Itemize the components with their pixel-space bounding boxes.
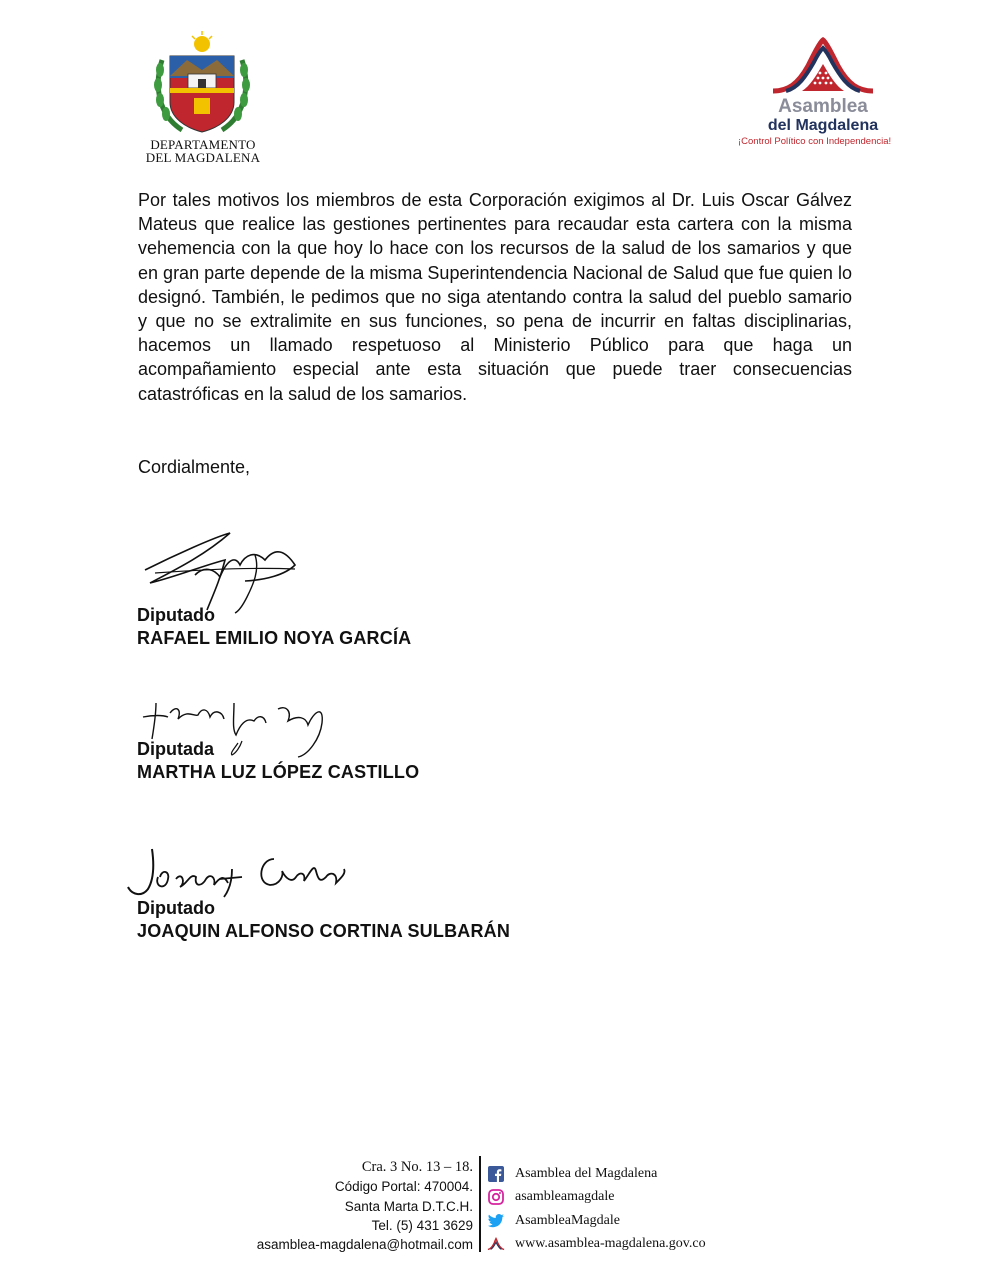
asamblea-slogan: ¡Control Político con Independencia!: [738, 136, 892, 147]
footer-divider: [479, 1156, 481, 1252]
footer-contact-info: [230, 1158, 473, 1254]
footer-email: asamblea-magdalena@hotmail.com: [256, 1237, 473, 1253]
signatory-name: MARTHA LUZ LÓPEZ CASTILLO: [137, 762, 420, 782]
signature-block-3: [137, 897, 510, 943]
department-crest-logo: [138, 30, 268, 166]
signature-block-2: [137, 738, 419, 784]
instagram-label: asambleamagdale: [515, 1189, 615, 1205]
crest-label-line2: DEL MAGDALENA: [145, 150, 261, 165]
signatory-name: RAFAEL EMILIO NOYA GARCÍA: [137, 628, 412, 648]
social-instagram: [487, 1186, 706, 1210]
asamblea-name-line1: Asamblea: [778, 96, 868, 117]
social-website: [487, 1233, 706, 1257]
footer-phone: Tel. (5) 431 3629: [371, 1217, 473, 1233]
signature-block-1: [137, 604, 411, 650]
footer-city: Santa Marta D.T.C.H.: [344, 1198, 473, 1214]
closing-salutation: Cordialmente,: [138, 457, 251, 477]
instagram-icon: [487, 1188, 505, 1206]
facebook-label: Asamblea del Magdalena: [515, 1165, 658, 1181]
website-label: www.asamblea-magdalena.gov.co: [515, 1236, 706, 1252]
footer-postal-code: Código Portal: 470004.: [334, 1179, 473, 1195]
footer-address: Cra. 3 No. 13 – 18.: [361, 1159, 473, 1175]
signatory-role: Diputado: [137, 605, 215, 625]
facebook-icon: [487, 1165, 505, 1183]
asamblea-mark-icon: [487, 1235, 505, 1253]
signatory-name: JOAQUIN ALFONSO CORTINA SULBARÁN: [137, 921, 511, 941]
social-facebook: [487, 1162, 706, 1186]
asamblea-name-line2: del Magdalena: [767, 117, 879, 134]
footer-social-links: [487, 1162, 706, 1256]
crest-label-line1: DEPARTAMENTO: [150, 137, 256, 152]
signatory-role: Diputada: [137, 739, 215, 759]
twitter-icon: [487, 1212, 505, 1230]
twitter-label: AsambleaMagdale: [515, 1212, 620, 1228]
body-paragraph: Por tales motivos los miembros de esta Corporación exigimos al Dr. Luis Oscar Gálvez Mateus que realice las gestiones pertinentes para recaudar esta cartera con la misma vehemencia con la que hoy lo hace con los recursos de la salud de los samarios y que en gran parte depende de la misma Superintendencia Nacional de Salud que fue quien lo designó. También, le pedimos que no siga atentando contra la salud del pueblo samario y que no se extralimite en sus funciones, so pena de incurrir en faltas disciplinarias, hacemos un llamado respetuoso al Ministerio Público para que haga un acompañamiento especial ante esta situación que puede traer consecuencias catastróficas en la salud de los samarios.: [138, 190, 852, 404]
coat-of-arms-icon: [152, 30, 252, 136]
asamblea-mark-icon: [768, 36, 878, 96]
signature-rafael-noya: [135, 525, 305, 615]
social-twitter: [487, 1209, 706, 1233]
asamblea-logo: [738, 36, 908, 152]
signatory-role: Diputado: [137, 898, 215, 918]
signature-joaquin-cortina: [124, 843, 349, 905]
